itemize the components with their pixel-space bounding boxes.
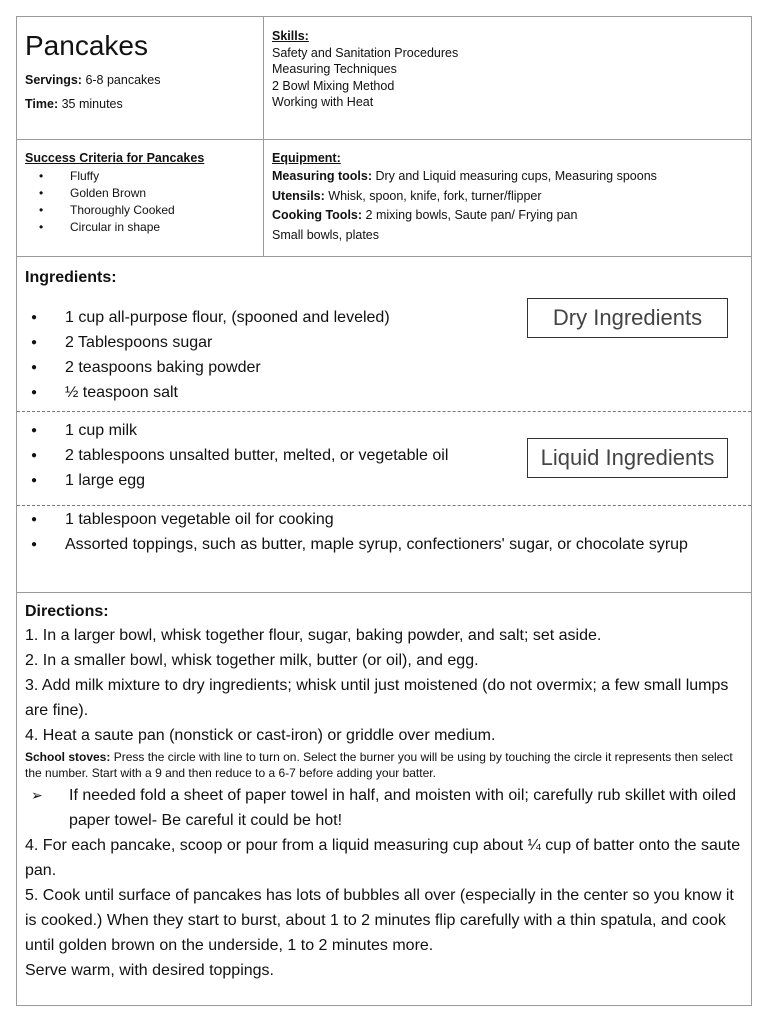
criteria-list: [25, 168, 204, 236]
equipment-row: [272, 206, 657, 226]
direction-step: 5. Cook until surface of pancakes has lots of bubbles all over (especially in the center so you know it is cooked.) When they start to burst, about 1 to 2 minutes flip carefully with a thin spatula, and cook until golden brown on the underside, 1 to 2 minutes more.: [25, 887, 734, 954]
servings-line: [25, 73, 161, 88]
tip-item: [25, 783, 743, 833]
tip-text: If needed fold a sheet of paper towel in half, and moisten with oil; carefully rub skillet with oiled paper towel- Be careful it could be hot!: [69, 787, 737, 829]
school-stoves-note: [25, 749, 743, 781]
criteria-equipment-row: [17, 140, 751, 257]
directions-section: [17, 593, 751, 983]
direction-step: 4. For each pancake, scoop or pour from a liquid measuring cup about ¼ cup of batter onto the saute pan.: [25, 837, 741, 879]
skills-section: [272, 28, 458, 111]
equipment-section: [272, 150, 657, 245]
equipment-label: Measuring tools:: [272, 169, 373, 183]
equipment-value: Dry and Liquid measuring cups, Measuring spoons: [372, 169, 657, 183]
arrow-bullet-icon: ➢: [31, 787, 43, 803]
skill-item: Safety and Sanitation Procedures: [272, 45, 459, 60]
ingredients-heading: Ingredients:: [25, 269, 117, 286]
recipe-sheet: [16, 16, 752, 1006]
ingredients-section: [17, 257, 751, 593]
equipment-row: [272, 167, 657, 187]
time-value: 35 minutes: [58, 97, 123, 111]
direction-step: 4. Heat a saute pan (nonstick or cast-iron) or griddle over medium.: [25, 727, 496, 744]
ingredient-item: ● Assorted toppings, such as butter, maple syrup, confectioners' sugar, or chocolate syrup: [17, 532, 751, 557]
success-criteria: [25, 150, 204, 236]
liquid-ingredients-tag: Liquid Ingredients: [527, 438, 728, 478]
direction-step: 1. In a larger bowl, whisk together flour, sugar, baking powder, and salt; set aside.: [25, 627, 602, 644]
ingredient-item: ● 2 Tablespoons sugar: [17, 330, 751, 355]
ingredient-item: ● 2 teaspoons baking powder: [17, 355, 751, 380]
skills-cell: [264, 17, 751, 139]
other-ingredients-list: [17, 507, 751, 557]
equipment-value: 2 mixing bowls, Saute pan/ Frying pan: [362, 208, 578, 222]
equipment-cell: [264, 140, 751, 256]
dashed-divider: [17, 505, 751, 506]
ingredient-item: ● 1 cup all-purpose flour, (spooned and leveled): [17, 305, 751, 330]
directions-heading: Directions:: [25, 603, 109, 620]
ingredient-item: ● 1 large egg: [17, 468, 751, 493]
dry-ingredients-tag: Dry Ingredients: [527, 298, 728, 338]
ingredient-item: ● 1 cup milk: [17, 418, 751, 443]
serve-line: Serve warm, with desired toppings.: [25, 962, 274, 979]
equipment-heading: Equipment:: [272, 151, 341, 165]
title-cell: [17, 17, 264, 139]
equipment-label: Cooking Tools:: [272, 208, 363, 222]
criteria-item: • Fluffy: [25, 168, 204, 185]
note-label: School stoves:: [25, 750, 111, 764]
equipment-value: Whisk, spoon, knife, fork, turner/flipper: [324, 188, 542, 203]
criteria-item: • Thoroughly Cooked: [25, 202, 204, 219]
dashed-divider: [17, 411, 751, 412]
other-ingredients-group: [17, 507, 751, 557]
equipment-label: Utensils:: [272, 188, 325, 203]
ingredient-item: ● 2 tablespoons unsalted butter, melted, or vegetable oil: [17, 443, 751, 468]
skill-item: 2 Bowl Mixing Method: [272, 78, 395, 93]
criteria-item: • Circular in shape: [25, 219, 204, 236]
direction-step: 3. Add milk mixture to dry ingredients; whisk until just moistened (do not overmix; a few small lumps are fine).: [25, 677, 729, 719]
recipe-title: Pancakes: [25, 30, 148, 61]
skill-item: Working with Heat: [272, 95, 374, 109]
equipment-row: [272, 187, 657, 207]
time-label: Time:: [25, 97, 59, 111]
direction-step: 2. In a smaller bowl, whisk together milk, butter (or oil), and egg.: [25, 652, 479, 669]
criteria-cell: [17, 140, 264, 256]
servings-label: Servings:: [25, 73, 82, 87]
skill-item: Measuring Techniques: [272, 62, 397, 76]
skills-heading: Skills:: [272, 29, 309, 43]
note-text: Press the circle with line to turn on. Select the burner you will be using by touching the circle it represents then select the number. Start with a 9 and then reduce to a 6-7 before adding your batter.: [25, 750, 733, 780]
servings-value: 6-8 pancakes: [81, 73, 161, 87]
ingredient-item: ● 1 tablespoon vegetable oil for cooking: [17, 507, 751, 532]
header-row: [17, 17, 751, 140]
equipment-extra: Small bowls, plates: [272, 227, 379, 242]
ingredient-item: ● ½ teaspoon salt: [17, 380, 751, 405]
time-line: [25, 97, 123, 112]
criteria-item: • Golden Brown: [25, 185, 204, 202]
criteria-heading: Success Criteria for Pancakes: [25, 151, 205, 165]
